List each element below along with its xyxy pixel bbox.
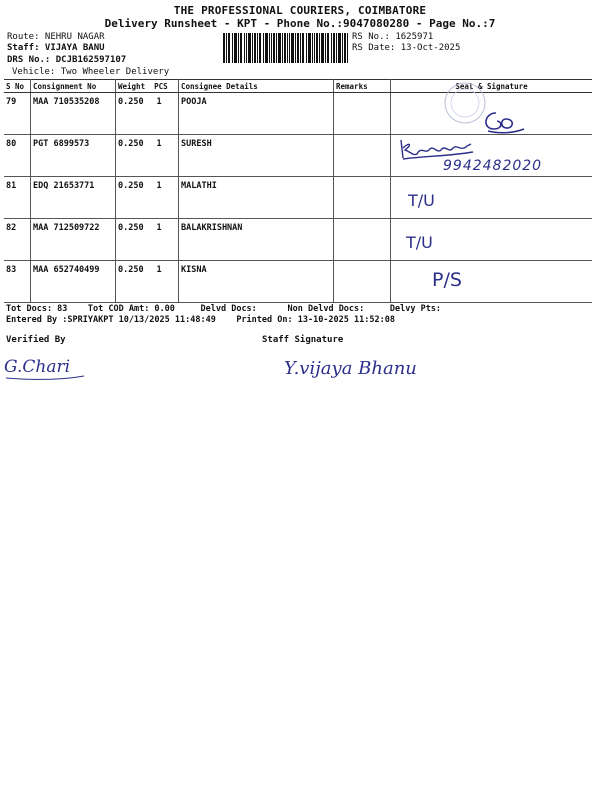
- row-consignment: EDQ 21653771: [31, 177, 116, 219]
- signature-row-83-text: P/S: [432, 269, 462, 291]
- col-weight-pcs: [116, 80, 179, 93]
- col-signature: Seal & Signature: [391, 80, 593, 93]
- printed-on: Printed On: 13-10-2025 11:52:08: [236, 315, 395, 325]
- tot-docs: Tot Docs: 83: [6, 304, 68, 314]
- row-remarks: [334, 219, 391, 261]
- col-remarks: Remarks: [334, 80, 391, 93]
- row-consignment: MAA 712509722: [31, 219, 116, 261]
- row-consignment: MAA 652740499: [31, 261, 116, 303]
- table-header-row: [4, 80, 592, 93]
- signature-row-83: [428, 262, 478, 294]
- col-weight: Weight: [118, 81, 146, 91]
- delvd-docs: Delvd Docs:: [200, 304, 257, 314]
- row-weight: 0.250 1: [116, 93, 179, 135]
- phone-handwritten: 9942482020: [443, 158, 543, 174]
- entered-by: Entered By :SPRIYAKPT 10/13/2025 11:48:49: [6, 315, 216, 325]
- row-pcs: 1: [156, 97, 162, 107]
- row-sno: 79: [4, 93, 31, 135]
- staff-signature-label: Staff Signature: [262, 335, 344, 345]
- table-row: [4, 219, 592, 261]
- table-row: [4, 177, 592, 219]
- barcode-image: [223, 33, 348, 63]
- drs-number: DRS No.: DCJB162597107: [7, 55, 127, 65]
- signature-row-81: [404, 186, 454, 214]
- staff-text: Staff: VIJAYA BANU: [7, 43, 105, 53]
- runsheet-subtitle: Delivery Runsheet - KPT - Phone No.:9047080280 - Page No.:7: [104, 17, 496, 30]
- row-remarks: [334, 261, 391, 303]
- entered-row: [6, 315, 395, 325]
- totals-row: [6, 304, 441, 314]
- signature-row-80: [395, 132, 565, 174]
- row-pcs: 1: [156, 265, 162, 275]
- row-weight: 0.250 1: [116, 261, 179, 303]
- row-consignee: KISNA: [179, 261, 334, 303]
- row-pcs: 1: [156, 181, 162, 191]
- table-row: [4, 261, 592, 303]
- row-consignee: POOJA: [179, 93, 334, 135]
- route-text: Route: NEHRU NAGAR: [7, 32, 105, 42]
- tot-cod: Tot COD Amt: 0.00: [87, 304, 175, 314]
- company-title: THE PROFESSIONAL COURIERS, COIMBATORE: [173, 4, 427, 17]
- row-pcs: 1: [156, 223, 162, 233]
- signature-row-79: [478, 105, 528, 135]
- signature-row-82: [402, 228, 452, 256]
- verifier-signature: [2, 350, 97, 384]
- row-remarks: [334, 93, 391, 135]
- row-consignee: MALATHI: [179, 177, 334, 219]
- col-sno: S No: [4, 80, 31, 93]
- staff-signature: [282, 346, 442, 388]
- verifier-signature-text: G.Chari: [4, 357, 71, 377]
- col-consignment: Consignment No: [31, 80, 116, 93]
- row-sno: 83: [4, 261, 31, 303]
- row-consignee: SURESH: [179, 135, 334, 177]
- rs-date: RS Date: 13-Oct-2025: [352, 43, 461, 53]
- row-signature: [391, 261, 593, 303]
- row-consignee: BALAKRISHNAN: [179, 219, 334, 261]
- delvy-pts: Delvy Pts:: [389, 304, 442, 314]
- row-pcs: 1: [156, 139, 162, 149]
- row-sno: 82: [4, 219, 31, 261]
- verified-by-label: Verified By: [6, 335, 66, 345]
- col-pcs: PCS: [154, 81, 168, 91]
- row-sno: 81: [4, 177, 31, 219]
- row-remarks: [334, 135, 391, 177]
- row-weight: 0.250 1: [116, 177, 179, 219]
- non-delvd-docs: Non Delvd Docs:: [287, 304, 365, 314]
- row-sno: 80: [4, 135, 31, 177]
- signature-row-81-text: T/U: [408, 191, 435, 210]
- rs-number: RS No.: 1625971: [352, 32, 434, 42]
- row-weight: 0.250 1: [116, 219, 179, 261]
- vehicle-text: Vehicle: Two Wheeler Delivery: [12, 67, 170, 77]
- row-consignment: PGT 6899573: [31, 135, 116, 177]
- staff-signature-text: Y.vijaya Bhanu: [284, 358, 417, 379]
- row-remarks: [334, 177, 391, 219]
- signature-row-82-text: T/U: [406, 233, 433, 252]
- row-consignment: MAA 710535208: [31, 93, 116, 135]
- col-consignee: Consignee Details: [179, 80, 334, 93]
- row-weight: 0.250 1: [116, 135, 179, 177]
